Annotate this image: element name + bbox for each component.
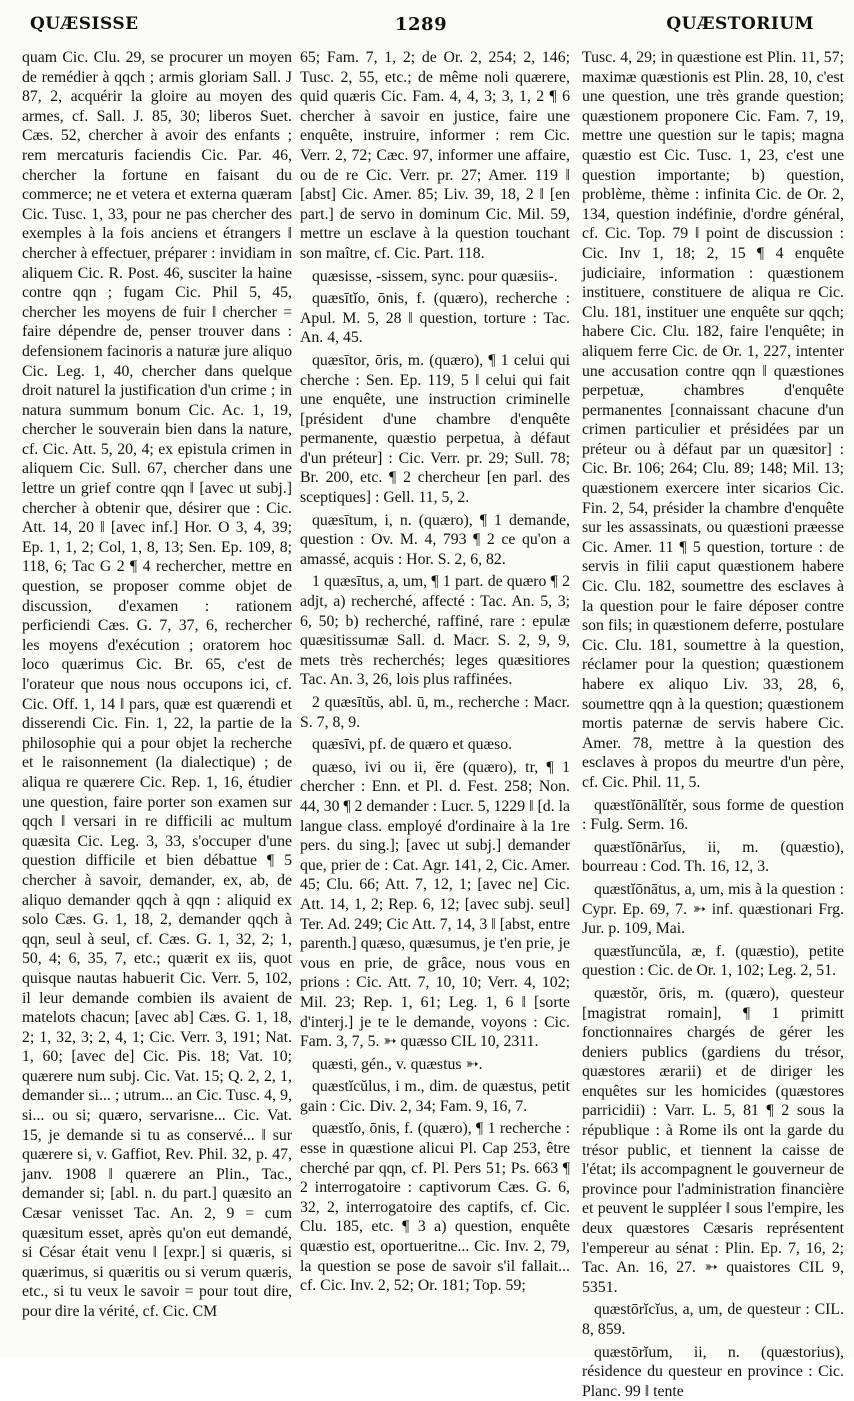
entry-paragraph: quæsti, gén., v. quæstus ➳.	[312, 1055, 483, 1073]
entry-paragraph: quæsītor, ōris, m. (quæro), ¶ 1 celui qui cherche : Sen. Ep. 119, 5 ‖ celui qui fait une enquête, une instruction criminelle [président d'une chambre d'enquête permanente, quæstio perpetua, à défaut d'un préteur] : Cic. Verr. pr. 29; Sull. 78; Br. 200, etc. ¶ 2 chercheur [en parl. des sceptiques] : Gell. 11, 5, 2.	[300, 351, 570, 507]
running-head-right: QUÆSTORIUM	[666, 14, 814, 34]
column-3	[582, 48, 844, 1400]
entry-paragraph: 2 quæsītŭs, abl. ū, m., recherche : Macr. S. 7, 8, 9.	[300, 694, 570, 731]
entry-paragraph: quæstĭcŭlus, i m., dim. de quæstus, petit gain : Cic. Div. 2, 34; Fam. 9, 16, 7.	[300, 1078, 570, 1115]
entry-paragraph: 65; Fam. 7, 1, 2; de Or. 2, 254; 2, 146; Tusc. 2, 55, etc.; de même noli quærere, quid quæris Cic. Fam. 4, 4, 3; 3, 1, 2 ¶ 6 chercher à savoir en justice, faire une enquête, instruire, informer : rem Cic. Verr. 2, 72; Cæc. 97, informer une affaire, ou de re Cic. Verr. pr. 27; Amer. 119 ‖ [abst] Cic. Amer. 85; Liv. 39, 18, 2 ‖ [en part.] de servo in dominum Cic. Mil. 59, mettre un esclave à la question touchant son maître, cf. Cic. Part. 118.	[300, 49, 570, 262]
entry-paragraph: quæsītum, i, n. (quæro), ¶ 1 demande, question : Ov. M. 4, 793 ¶ 2 ce qu'on a amassé, acquis : Hor. S. 2, 6, 82.	[300, 511, 570, 568]
entry-paragraph: quæstĭōnālĭtĕr, sous forme de question : Fulg. Serm. 16.	[582, 796, 844, 834]
running-head-left: QUÆSISSE	[30, 14, 139, 34]
entry-paragraph: quæstōrĭcĭus, a, um, de questeur : CIL. 8, 859.	[582, 1301, 844, 1338]
column-2	[300, 48, 570, 1358]
page-number: 1289	[395, 14, 448, 35]
entry-paragraph: quæsītĭo, ōnis, f. (quæro), recherche : Apul. M. 5, 28 ‖ question, torture : Tac. An. 4, 45.	[300, 290, 570, 347]
entry-paragraph: quæstŏr, ōris, m. (quæro), questeur [magistrat romain], ¶ 1 primitt fonctionnaires chargés de gérer les deniers publics (gardiens du trésor, quæstores ærarii) et de diriger les enquêtes sur les homicides (quæstores parricidii) : Varr. L. 5, 81 ¶ 2 sous la république : à Rome ils ont la garde du trésor public, et tiennent la caisse de l'état; ils accompagnent le gouverneur de province pour l'administration financière et peuvent le suppléer ‖ sous l'empire, les deux quæstores Cæsaris représentent l'empereur au sénat : Plin. Ep. 7, 16, 2; Tac. An. 16, 27. ➳ quaistores CIL 9, 5351.	[582, 984, 844, 1296]
entry-paragraph: Tusc. 4, 29; in quæstione est Plin. 11, 57; maximæ quæstionis est Plin. 28, 10, c'est une question, une très grande question; quæstionem proponere Cic. Fam. 7, 19, mettre une question sur le tapis; magna quæstio est Cic. Tusc. 1, 23, c'est une question importante; b) question, problème, thème : infinita Cic. de Or. 2, 134, question indéfinie, d'ordre général, cf. Cic. Top. 79 ‖ point de discussion : Cic. Inv 1, 18; 2, 15 ¶ 4 enquête judiciaire, information : quæstionem instituere, constituere de aliqua re Cic. Clu. 181, instituer une enquête sur qqch; habere Cic. Clu. 182, faire l'enquête; in aliquem ferre Cic. de Or. 1, 227, intenter une accusation contre qqn ‖ quæstiones perpetuæ, chambres d'enquête permanentes [connaissant chacune d'un crimen particulier et présidées par un préteur ou à défaut par un quæsitor] : Cic. Br. 106; 264; Clu. 89; 148; Mil. 13; quæstionem exercere inter sicarios Cic. Fin. 2, 54, présider la chambre d'enquête sur les assassinats, ou quæstioni præesse Cic. Amer. 11 ¶ 5 question, torture : de servis in filii caput quæstionem habere Cic. Clu. 182, soumettre des esclaves à la question pour le faire déposer contre son fils; in quæstionem deferre, postulare Cic. Clu. 181, soumettre à la question, réclamer pour la question; quæstionem habere ex aliquo Liv. 33, 28, 6, soumettre qqn à la question; quæstionem mortis paternæ de servis habere Cic. Amer. 78, mettre à la question des esclaves à propos du meurtre d'un père, cf. Cic. Phil. 11, 5.	[582, 49, 844, 791]
entry-paragraph: quæstĭuncŭla, æ, f. (quæstio), petite question : Cic. de Or. 1, 102; Leg. 2, 51.	[582, 942, 844, 980]
entry-paragraph: quæsisse, -sissem, sync. pour quæsiis-.	[312, 267, 558, 285]
entry-paragraph: quam Cic. Clu. 29, se procurer un moyen de remédier à qqch ; armis gloriam Sall. J 87, 2, acquérir la gloire au moyen des armes, cf. Sall. J. 85, 30; liberos Suet. Cæs. 52, chercher à avoir des enfants ; rem mercaturis faciendis Cic. Par. 46, chercher la fortune en faisant du commerce; ne et vetera et externa quæram Cic. Tusc. 1, 33, pour ne pas chercher des exemples à la fois anciens et étrangers ‖ chercher à effectuer, préparer : invidiam in aliquem Cic. R. Post. 46, susciter la haine contre qqn ; fugam Cic. Phil 5, 45, chercher les moyens de fuir ‖ chercher = faire dépendre de, penser trouver dans : defensionem facinoris a naturæ jure aliquo Cic. Leg. 1, 40, chercher dans quelque droit naturel la justification d'un crime ; in natura summum bonum Cic. Ac. 1, 19, chercher le souverain bien dans la nature, cf. Cic. Att. 5, 20, 4; ex epistula crimen in aliquem Cic. Sull. 67, chercher dans une lettre un grief contre qqn ‖ [avec ut subj.] chercher à obtenir que, désirer que : Cic. Att. 14, 20 ‖ [avec inf.] Hor. O 3, 4, 39; Ep. 1, 1, 2; Col, 1, 8, 13; Sen. Ep. 109, 8; 118, 6; Tac G 2 ¶ 4 rechercher, mettre en question, se proposer comme objet de discussion, d'examen : rationem perficiendi Cæs. G. 7, 37, 6, rechercher les moyens d'exécution ; oratorem hoc loco quærimus Cic. Br. 65, c'est de l'orateur que nous nous occupons ici, cf. Cic. Off. 1, 14 ‖ pars, quæ est quærendi et disserendi Cic. Fin. 1, 22, la partie de la philosophie qui a pour objet la recherche et le raisonnement (la dialectique) ; de aliqua re quærere Cic. Rep. 1, 16, étudier une question, faire porter son examen sur qqch ‖ versari in re difficili ac multum quæsita Cic. Leg. 3, 33, s'occuper d'une question difficile et bien débattue ¶ 5 chercher à savoir, demander, ex, ab, de aliquo demander qqch à qqn : aliquid ex solo Cæs. G. 1, 18, 2, demander qqch à qqn, seul à seul, cf. Cæs. G. 1, 32, 2; 1, 50, 4; 6, 35, 7, etc.; quærit ex iis, quot quisque nautas habuerit Cic. Verr. 5, 102, il leur demande combien ils avaient de matelots chacun; [avec ab] Cæs. G. 1, 18, 2; 1, 32, 3; 2, 4, 1; Cic. Verr. 3, 191; Nat. 1, 60; [avec de] Cic. Pis. 18; Vat. 10; quærere num subj. Cic. Vat. 15; Q. 2, 2, 1, demander si... ; utrum... an Cic. Tusc. 4, 9, si... ou si; quæro, servarisne... Cic. Vat. 15, je demande si tu as conservé... ‖ sur quærere si, v. Gaffiot, Rev. Phil. 32, p. 47, janv. 1908 ‖ quærere an Plin., Tac., demander si; [abl. n. du part.] quæsito an Cæsar venisset Tac. An. 2, 9 = cum quæsitum esset, après qu'on eut demandé, si César était venu ‖ [expr.] si quæris, si quærimus, si quæritis ou si verum quæris, etc., si tu veux le savoir = pour tout dire, pour dire la vérité, cf. Cic. CM	[22, 49, 292, 1320]
entry-paragraph: quæsīvi, pf. de quæro et quæso.	[312, 736, 513, 754]
entry-paragraph: 1 quæsītus, a, um, ¶ 1 part. de quæro ¶ 2 adjt, a) recherché, affecté : Tac. An. 5, 3; 6, 50; b) recherché, raffiné, rare : epulæ quæsitissumæ Sall. d. Macr. S. 2, 9, 9, mets très recherchés; leges quæsitiores Tac. An. 3, 26, lois plus raffinées.	[300, 573, 570, 689]
entry-paragraph: quæstĭo, ōnis, f. (quæro), ¶ 1 recherche : esse in quæstione alicui Pl. Cap 253, être cherché par qqn, cf. Pl. Pers 51; Ps. 663 ¶ 2 interrogatoire : captivorum Cæs. G. 6, 32, 2, interrogatoire des captifs, cf. Cic. Clu. 185, etc. ¶ 3 a) question, enquête quæstio est, oportueritne... Cic. Inv. 2, 79, la question se pose de savoir s'il fallait... cf. Cic. Inv. 2, 52; Or. 181; Top. 59;	[300, 1120, 570, 1295]
entry-paragraph: quæso, ivi ou ii, ĕre (quæro), tr, ¶ 1 chercher : Enn. et Pl. d. Fest. 258; Non. 44, 30 ¶ 2 demander : Lucr. 5, 1229 ‖ [d. la langue class. employé d'ordinaire à la 1re pers. du sing.]; [avec ut subj.] demander que, prier de : Cat. Agr. 141, 2, Cic. Amer. 45; Clu. 66; Att. 7, 12, 1; [avec ne] Cic. Att. 14, 1, 2; Rep. 6, 12; [avec subj. seul] Ter. Ad. 249; Cic Att. 7, 14, 3 ‖ [abst, entre parenth.] quæso, quæsumus, je t'en prie, je vous en prie, de grâce, nous vous en prions : Cic. Att. 7, 10, 10; Verr. 4, 102; Mil. 23; Rep. 1, 61; Leg. 1, 6 ‖ [sorte d'interj.] je te le demande, voyons : Cic. Fam. 3, 7, 5. ➳ quæsso CIL 10, 2311.	[300, 758, 570, 1051]
entry-paragraph: quæstōrĭum, ii, n. (quæstorius), résidence du questeur en province : Cic. Planc. 99 ‖ tente	[582, 1343, 844, 1400]
column-1	[22, 48, 292, 1358]
entry-paragraph: quæstĭōnātus, a, um, mis à la question : Cypr. Ep. 69, 7. ➳ inf. quæstionari Frg. Jur. p. 109, Mai.	[582, 880, 844, 938]
entry-paragraph: quæstĭōnārĭus, ii, m. (quæstio), bourreau : Cod. Th. 16, 12, 3.	[582, 838, 844, 876]
